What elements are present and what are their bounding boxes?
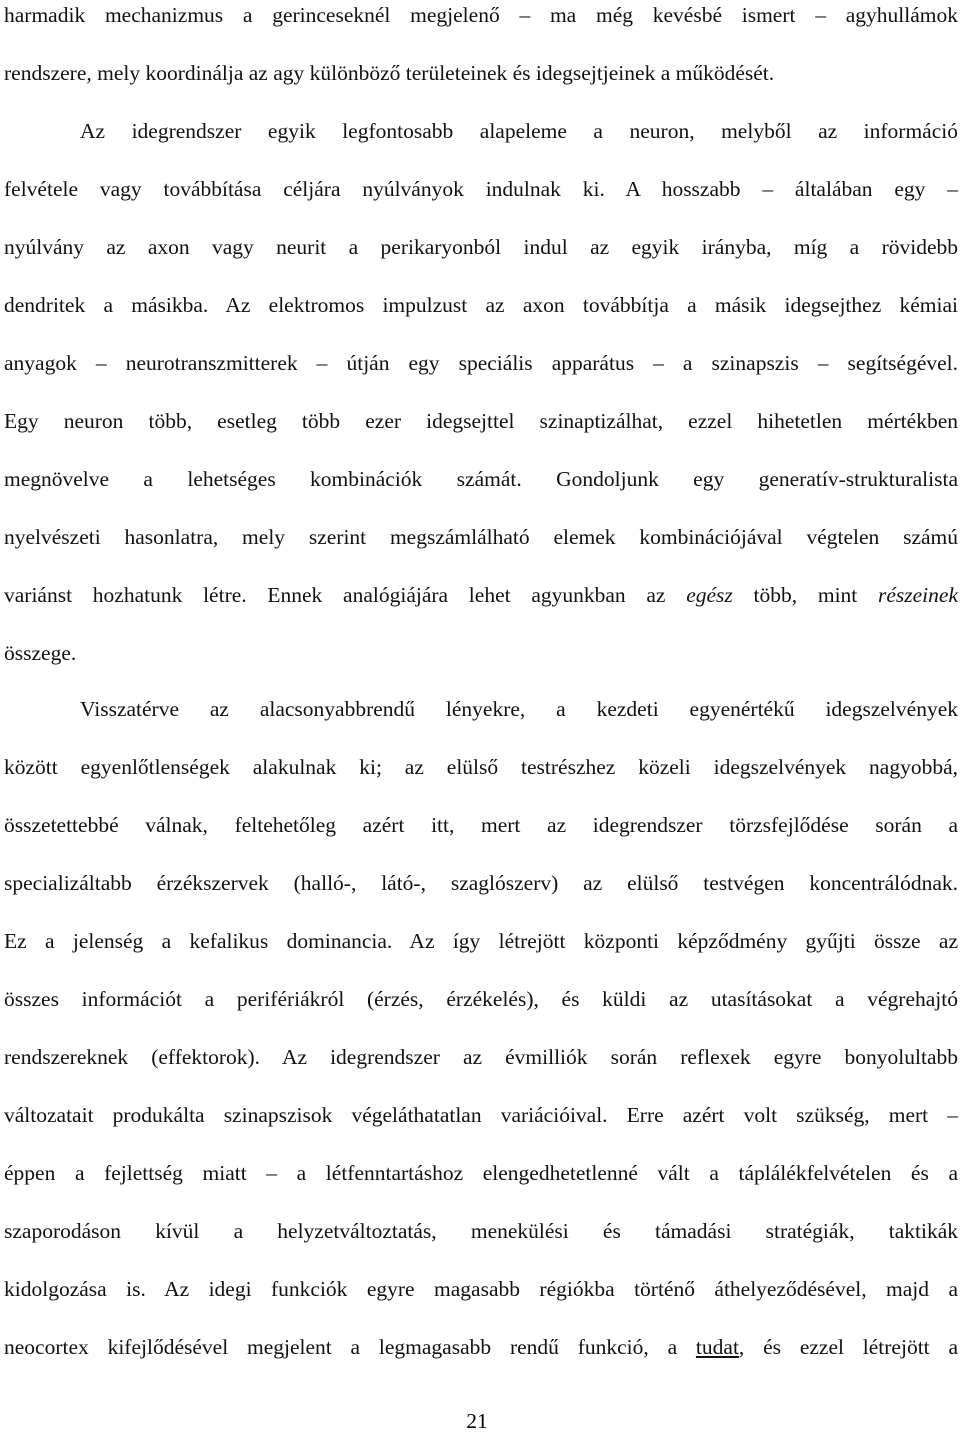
text-line: dendritek a másikba. Az elektromos impulzust az axon továbbítja a másik idegsejthez kémiai [4, 293, 958, 317]
text-segment: több, mint [732, 583, 878, 607]
text-line: Ez a jelenség a kefalikus dominancia. Az így létrejött központi képződmény gyűjti össze az [4, 929, 958, 953]
text-segment: neocortex kifejlődésével megjelent a legmagasabb rendű funkció, a [4, 1335, 696, 1359]
text-line: összege. [4, 641, 77, 665]
text-line: Egy neuron több, esetleg több ezer idegsejttel szinaptizálhat, ezzel hihetetlen mértékben [4, 409, 958, 433]
text-line: felvétele vagy továbbítása céljára nyúlványok indulnak ki. A hosszabb – általában egy – [4, 177, 958, 201]
page-number: 21 [466, 1409, 488, 1433]
text-line: rendszere, mely koordinálja az agy különböző területeinek és idegsejtjeinek a működését. [4, 61, 775, 85]
text-line: éppen a fejlettség miatt – a létfenntartáshoz elengedhetetlenné vált a táplálékfelvételen és a [4, 1161, 958, 1185]
text-line: kidolgozása is. Az idegi funkciók egyre magasabb régiókba történő áthelyeződésével, majd a [4, 1277, 958, 1301]
text-line: harmadik mechanizmus a gerinceseknél megjelenő – ma még kevésbé ismert – agyhullámok [4, 3, 958, 27]
text-line: Visszatérve az alacsonyabbrendű lényekre, a kezdeti egyenértékű idegszelvények [80, 697, 958, 721]
emphasis-word: részeinek [878, 583, 958, 607]
text-line: Az idegrendszer egyik legfontosabb alapeleme a neuron, melyből az információ [80, 119, 958, 143]
emphasis-word: egész [686, 583, 733, 607]
text-line: között egyenlőtlenségek alakulnak ki; az elülső testrészhez közeli idegszelvények nagyobbá, [4, 755, 958, 779]
text-line: szaporodáson kívül a helyzetváltoztatás, menekülési és támadási stratégiák, taktikák [4, 1219, 958, 1243]
text-line: nyúlvány az axon vagy neurit a perikaryonból indul az egyik irányba, míg a rövidebb [4, 235, 958, 259]
underlined-word: tudat [695, 1335, 739, 1359]
text-line: megnövelve a lehetséges kombinációk számát. Gondoljunk egy generatív-strukturalista [4, 467, 958, 491]
text-line: nyelvészeti hasonlatra, mely szerint megszámlálható elemek kombinációjával végtelen számú [4, 525, 958, 549]
text-line: rendszereknek (effektorok). Az idegrendszer az évmilliók során reflexek egyre bonyolultabb [4, 1045, 958, 1069]
text-segment: variánst hozhatunk létre. Ennek analógiájára lehet agyunkban az [4, 583, 687, 607]
text-line-with-emphasis [4, 580, 958, 610]
text-line-with-underline [4, 1332, 958, 1362]
text-line: specializáltabb érzékszervek (halló-, látó-, szaglószerv) az elülső testvégen koncentrálódnak. [4, 871, 958, 895]
text-line: összetettebbé válnak, feltehetőleg azért itt, mert az idegrendszer törzsfejlődése során a [4, 813, 958, 837]
text-line: változatait produkálta szinapszisok végeláthatatlan variációival. Erre azért volt szükség, mert – [4, 1103, 958, 1127]
text-line: anyagok – neurotranszmitterek – útján egy speciális apparátus – a szinapszis – segítségével. [4, 351, 958, 375]
text-line: összes információt a perifériákról (érzés, érzékelés), és küldi az utasításokat a végrehajtó [4, 987, 958, 1011]
text-segment: , és ezzel létrejött a [738, 1335, 958, 1359]
